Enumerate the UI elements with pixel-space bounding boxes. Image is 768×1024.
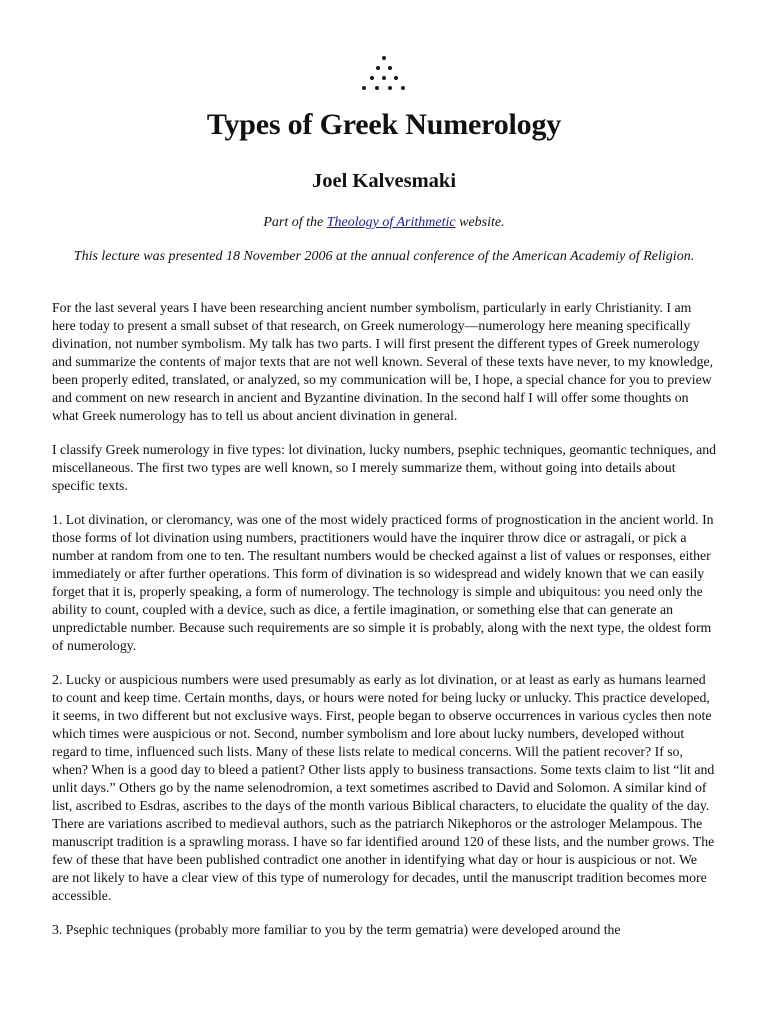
author-name: Joel Kalvesmaki	[311, 170, 457, 192]
paragraph-intro: For the last several years I have been researching ancient number symbolism, particularly in early Christianity. I am here today to present a small subset of that research, on Greek numerology—numerology here meaning specifically divination, not number symbolism. My talk has two parts. I will first present the different types of Greek numerology and summarize the contents of major texts that are not well known. Several of these texts have never, to my knowledge, been properly edited, translated, or analyzed, so my communication will be, I hope, a special chance for you to preview and comment on new research in ancient and Byzantine divination. In the second half I will offer some thoughts on what Greek numerology has to tell us about ancient divination in general.	[52, 300, 714, 423]
article-body	[52, 299, 716, 955]
part-of-suffix: website.	[455, 215, 505, 230]
part-of-prefix: Part of the	[263, 215, 327, 230]
tetractys-icon	[358, 56, 410, 92]
page-title: Types of Greek Numerology	[206, 108, 562, 141]
paragraph-lot-divination: 1. Lot divination, or cleromancy, was one of the most widely practiced forms of prognostication in the ancient world. In those forms of lot divination using numbers, practitioners would have the inquirer throw dice or astragali, or pick a number at random from one to ten. The resultant numbers would be checked against a list of values or responses, either immediately or after further operations. This form of divination is so widespread and widely known that we can easily forget that it is, properly speaking, a form of numerology. The technology is simple and ubiquitous: you need only the ability to count, coupled with a device, such as dice, a fertile imagination, or something else that can generate an unpredictable number. Because such requirements are so simple it is probably, along with the next type, the oldest form of numerology.	[52, 512, 714, 653]
part-of-note	[72, 214, 696, 232]
paragraph-classification: I classify Greek numerology in five types: lot divination, lucky numbers, psephic techniques, geomantic techniques, and miscellaneous. The first two types are well known, so I merely summarize them, without going into details about specific texts.	[52, 442, 717, 493]
paragraph-lucky-numbers: 2. Lucky or auspicious numbers were used presumably as early as lot divination, or at least as early as humans learned to count and keep time. Certain months, days, or hours were noted for being lucky or unlucky. This practice developed, it seems, in two different but not exclusive ways. First, people began to observe occurrences in various cycles then note which times were auspicious or not. Second, number symbolism and lore about lucky numbers, developed without regard to time, influenced such lists. Many of these lists relate to medical concerns. Will the patient recover? If so, when? When is a good day to bleed a patient? Other lists apply to business transactions. Some texts claim to list “lit and unlit days.” Others go by the name selenodromion, a text sometimes ascribed to David and Solomon. A similar kind of list, ascribed to Esdras, ascribes to the days of the month various Biblical characters, to elucidate the quality of the day. There are variations ascribed to medieval authors, such as the patriarch Nikephoros or the astrologer Melampous. The manuscript tradition is a sprawling morass. I have so far identified around 120 of these lists, and the number grows. The few of these that have been published contradict one another in identifying what day or hour is auspicious or not. We are not likely to have a clear view of this type of numerology for decades, until the manuscript tradition becomes more accessible.	[52, 672, 715, 903]
theology-of-arithmetic-link[interactable]: Theology of Arithmetic	[326, 215, 456, 230]
lecture-note: This lecture was presented 18 November 2006 at the annual conference of the American Academiy of Religion.	[73, 249, 695, 264]
paragraph-psephic-techniques: 3. Psephic techniques (probably more familiar to you by the term gematria) were developed around the	[52, 922, 621, 937]
